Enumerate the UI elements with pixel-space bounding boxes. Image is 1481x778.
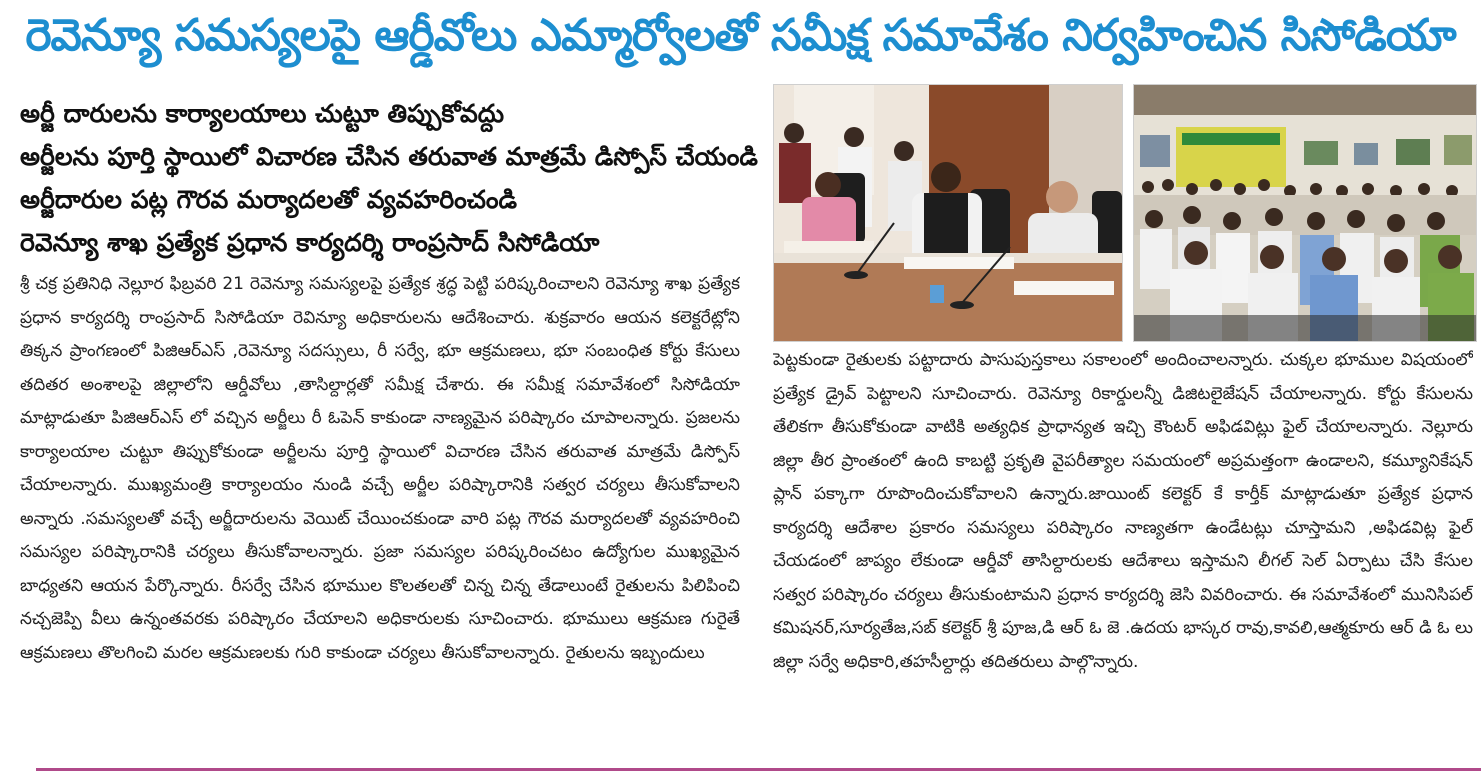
article-body-left: [20, 268, 740, 764]
article-paragraph-right: పెట్టకుండా రైతులకు పట్టాదారు పాసుపుస్తకాలు సకాలంలో అందించాలన్నారు. చుక్కల భూముల విషయంలో ప్రత్యేక డ్రైవ్ పెట్టాలని సూచించారు. రెవెన్యూ రికార్డులన్నీ డిజిటలైజేషన్ చేయాలన్నారు. కోర్టు కేసులను తేలికగా తీసుకోకుండా వాటికి అత్యధిక ప్రాధాన్యత ఇచ్చి కౌంటర్ అఫిడవిట్లు ఫైల్ చేయాలన్నారు. నెల్లూరు జిల్లా తీర ప్రాంతంలో ఉంది కాబట్టి ప్రకృతి వైపరీత్యాల సమయంలో అప్రమత్తంగా ఉండాలని, కమ్యూనికేషన్ ప్లాన్ పక్కాగా రూపొందించుకోవాలని ఉన్నారు.జాయింట్ కలెక్టర్ కే కార్తీక్ మాట్లాడుతూ ప్రత్యేక ప్రధాన కార్యదర్శి ఆదేశాల ప్రకారం సమస్యలు పరిష్కారం నాణ్యతగా ఉండేటట్లు చూస్తామని ,అఫిడవిట్ల ఫైల్ చేయడంలో జాప్యం లేకుండా ఆర్డీవో తాసిల్దారులకు ఆదేశాలు ఇస్తామని లీగల్ సెల్ ఏర్పాటు చేసి కేసుల సత్వర పరిష్కారం చర్యలు తీసుకుంటామని ప్రధాన కార్యదర్శి జెసి వివరించారు. ఈ సమావేశంలో మునిసిపల్ కమిషనర్,సూర్యతేజ,సబ్ కలెక్టర్ శ్రీ పూజ,డి ఆర్ ఓ జె .ఉదయ భాస్కర రావు,కావలి,ఆత్మకూరు ఆర్ డి ఓ లు జిల్లా సర్వే అధికారి,తహసీల్దార్లు తదితరులు పాల్గొన్నారు.: [773, 350, 1473, 672]
subheading-4: రెవెన్యూ శాఖ ప్రత్యేక ప్రధాన కార్యదర్శి రాంప్రసాద్ సిసోడియా: [20, 228, 600, 257]
subheading-2: అర్జీలను పూర్తి స్థాయిలో విచారణ చేసిన తరువాత మాత్రమే డిస్పోస్ చేయండి: [20, 142, 758, 171]
bottom-divider: [36, 768, 1481, 771]
subheadings: [20, 92, 760, 264]
subheading-3: అర్జీదారుల పట్ల గౌరవ మర్యాదలతో వ్యవహరించండి: [20, 185, 518, 214]
audience-hall-photo: [1133, 84, 1477, 342]
subheading-1: అర్జీ దారులను కార్యాలయాలు చుట్టూ తిప్పుకోవద్దు: [20, 99, 505, 128]
meeting-table-photo: [773, 84, 1123, 342]
article-body-right: [773, 344, 1473, 764]
headline: రెవెన్యూ సమస్యలపై ఆర్డీవోలు ఎమ్మార్వోలతో సమీక్ష సమావేశం నిర్వహించిన సిసోడియా: [25, 10, 1456, 61]
article-paragraph-left: శ్రీ చక్ర ప్రతినిధి నెల్లూర ఫిబ్రవరి 21 రెవెన్యూ సమస్యలపై ప్రత్యేక శ్రద్ధ పెట్టి పరిష్కరించాలని రెవెన్యూ శాఖ ప్రత్యేక ప్రధాన కార్యదర్శి రాంప్రసాద్ సిసోడియా రెవిన్యూ అధికారులను ఆదేశించారు. శుక్రవారం ఆయన కలెక్టరేట్లోని తిక్కన ప్రాంగణంలో పిజిఆర్ఎస్ ,రెవెన్యూ సదస్సులు, రీ సర్వే, భూ ఆక్రమణలు, భూ సంబంధిత కోర్టు కేసులు తదితర అంశాలపై జిల్లాలోని ఆర్డీవోలు ,తాసిల్దార్లతో సమీక్ష చేశారు. ఈ సమీక్ష సమావేశంలో సిసోడియా మాట్లాడుతూ పిజిఆర్ఎస్ లో వచ్చిన అర్జీలు రీ ఓపెన్ కాకుండా నాణ్యమైన పరిష్కారం చూపాలన్నారు. ప్రజలను కార్యాలయాల చుట్టూ తిప్పుకోకుండా అర్జీలను పూర్తి స్థాయిలో విచారణ చేసిన తరువాత మాత్రమే డిస్పోస్ చేయాలన్నారు. ముఖ్యమంత్రి కార్యాలయం నుండి వచ్చే అర్జీల పరిష్కారానికి సత్వర చర్యలు తీసుకోవాలని అన్నారు .సమస్యలతో వచ్చే అర్జీదారులను వెయిట్ చేయించకుండా వారి పట్ల గౌరవ మర్యాదలతో వ్యవహరించి సమస్యల పరిష్కారానికి చర్యలు తీసుకోవాలన్నారు. ప్రజా సమస్యల పరిష్కరించటం ఉద్యోగుల ముఖ్యమైన బాధ్యతని ఆయన పేర్కొన్నారు. రీసర్వే చేసిన భూముల కొలతలతో చిన్న చిన్న తేడాలుంటే రైతులను పిలిపించి నచ్చజెప్పి వీలు ఉన్నంతవరకు పరిష్కారం చేయాలని అధికారులకు సూచించారు. భూములు ఆక్రమణ గురైతే ఆక్రమణలు తొలగించి మరల ఆక్రమణలకు గురి కాకుండా చర్యలు తీసుకోవాలన్నారు. రైతులను ఇబ్బందులు: [20, 274, 740, 663]
